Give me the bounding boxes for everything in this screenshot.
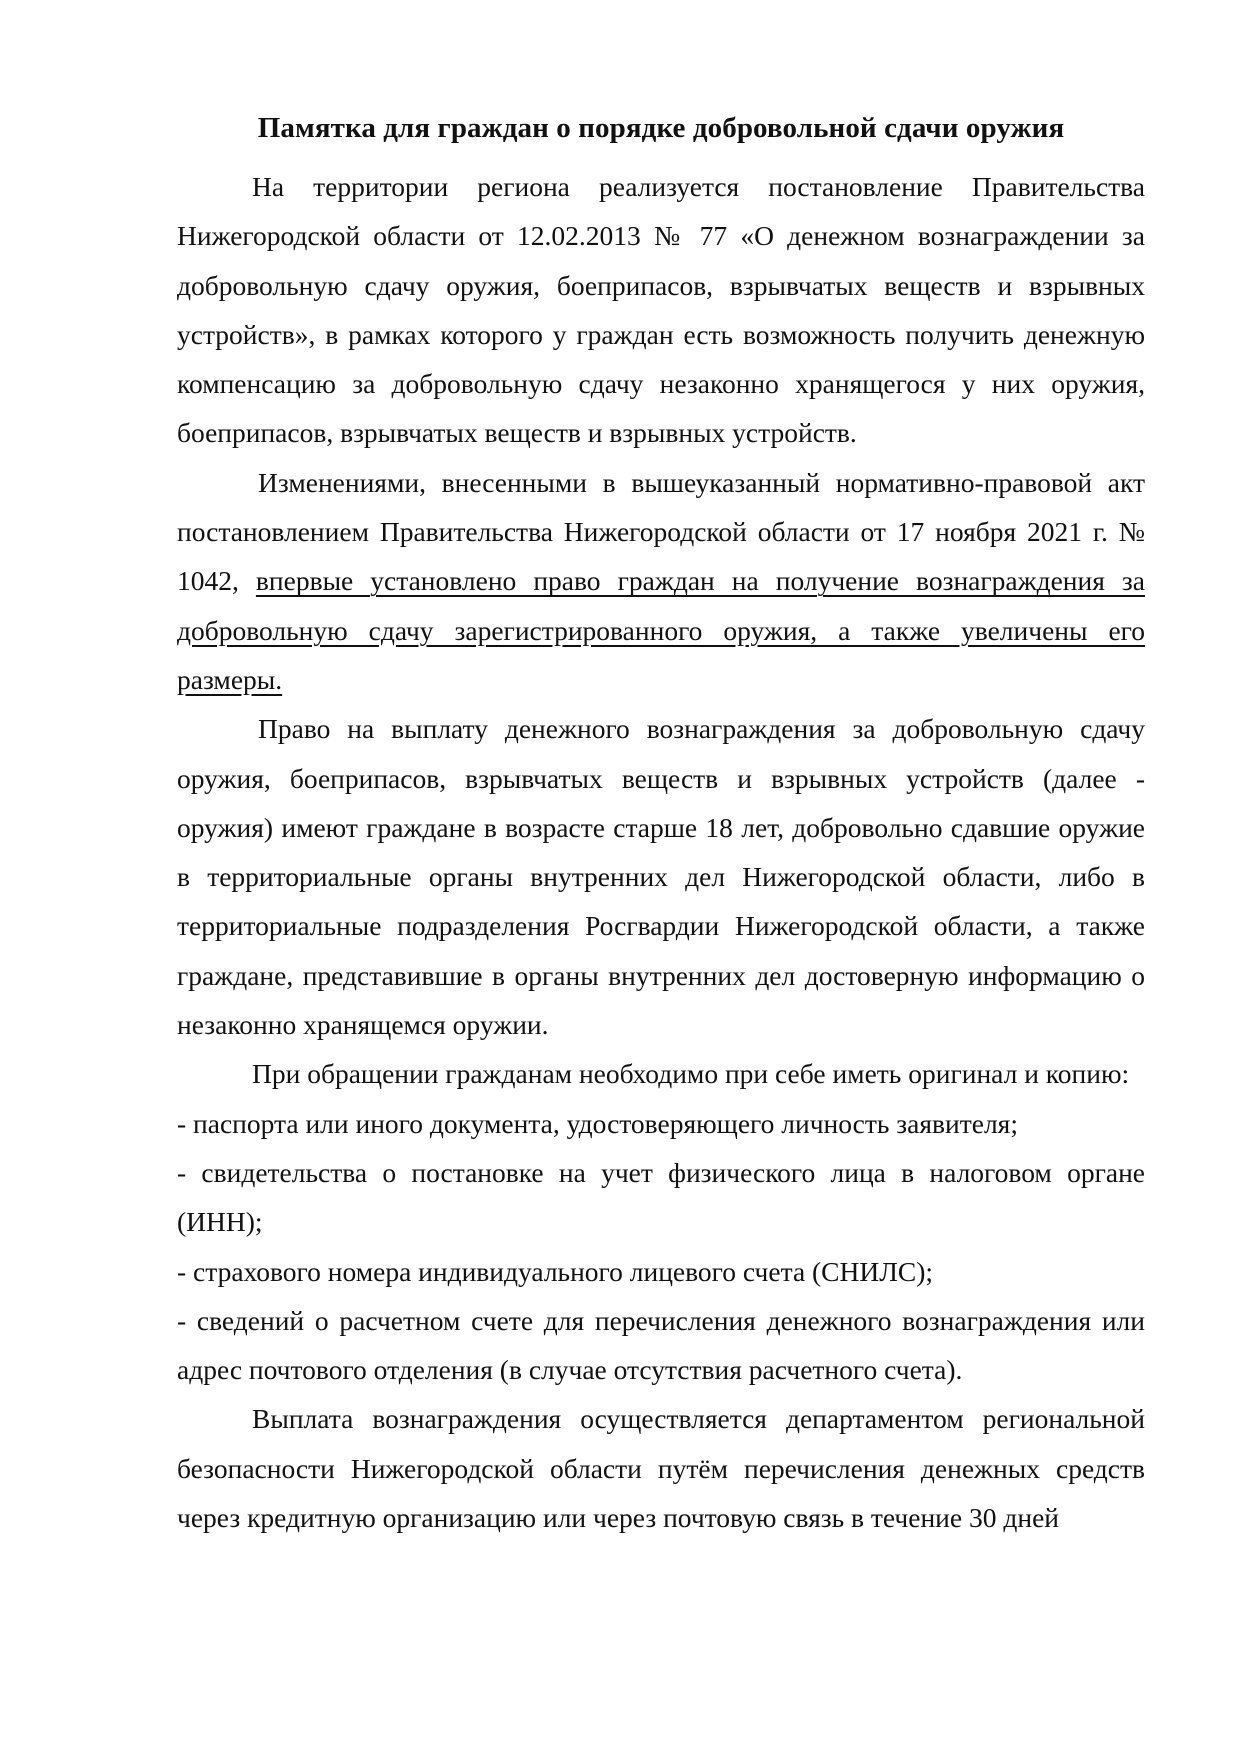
list-item: - страхового номера индивидуального лицевого счета (СНИЛС);	[177, 1255, 934, 1287]
paragraph-amendments	[177, 458, 1145, 704]
list-item: - свидетельства о постановке на учет физического лица в налоговом органе (ИНН);	[177, 1156, 1145, 1238]
amendments-underlined-text: впервые установлено право граждан на получение вознаграждения за добровольную сдачу зарегистрированного оружия, а также увеличены его размеры.	[177, 565, 1145, 695]
paragraph-right-to-payment: Право на выплату денежного вознаграждения за добровольную сдачу оружия, боеприпасов, взрывчатых веществ и взрывных устройств (далее - оружия) имеют граждане в возрасте старше 18 лет, добровольно сдавшие оружие в территориальные органы внутренних дел Нижегородской области, либо в территориальные подразделения Росгвардии Нижегородской области, а также граждане, представившие в органы внутренних дел достоверную информацию о незаконно хранящемся оружии.	[177, 713, 1145, 1041]
amendments-text: Изменениями, внесенными в вышеуказанный нормативно-правовой акт постановлением Правительства Нижегородской области от 17 ноября 2021 г. № 1042,	[177, 466, 1145, 597]
list-item: - паспорта или иного документа, удостоверяющего личность заявителя;	[177, 1107, 1018, 1139]
paragraph-required-documents: При обращении гражданам необходимо при себе иметь оригинал и копию:	[252, 1058, 1130, 1090]
document-body	[177, 110, 1145, 1542]
paragraph-payment-procedure: Выплата вознаграждения осуществляется департаментом региональной безопасности Нижегородской области путём перечисления денежных средств через кредитную организацию или через почтовую связь в течение 30 дней	[177, 1403, 1145, 1534]
paragraph-regional-decree: На территории региона реализуется постановление Правительства Нижегородской области от 12.02.2013 № 77 «О денежном вознаграждении за добровольную сдачу оружия, боеприпасов, взрывчатых веществ и взрывных устройств», в рамках которого у граждан есть возможность получить денежную компенсацию за добровольную сдачу незаконно хранящегося у них оружия, боеприпасов, взрывчатых веществ и взрывных устройств.	[177, 171, 1145, 449]
list-item: - сведений о расчетном счете для перечисления денежного вознаграждения или адрес почтового отделения (в случае отсутствия расчетного счета).	[177, 1304, 1145, 1386]
document-title: Памятка для граждан о порядке добровольной сдачи оружия	[257, 112, 1065, 144]
